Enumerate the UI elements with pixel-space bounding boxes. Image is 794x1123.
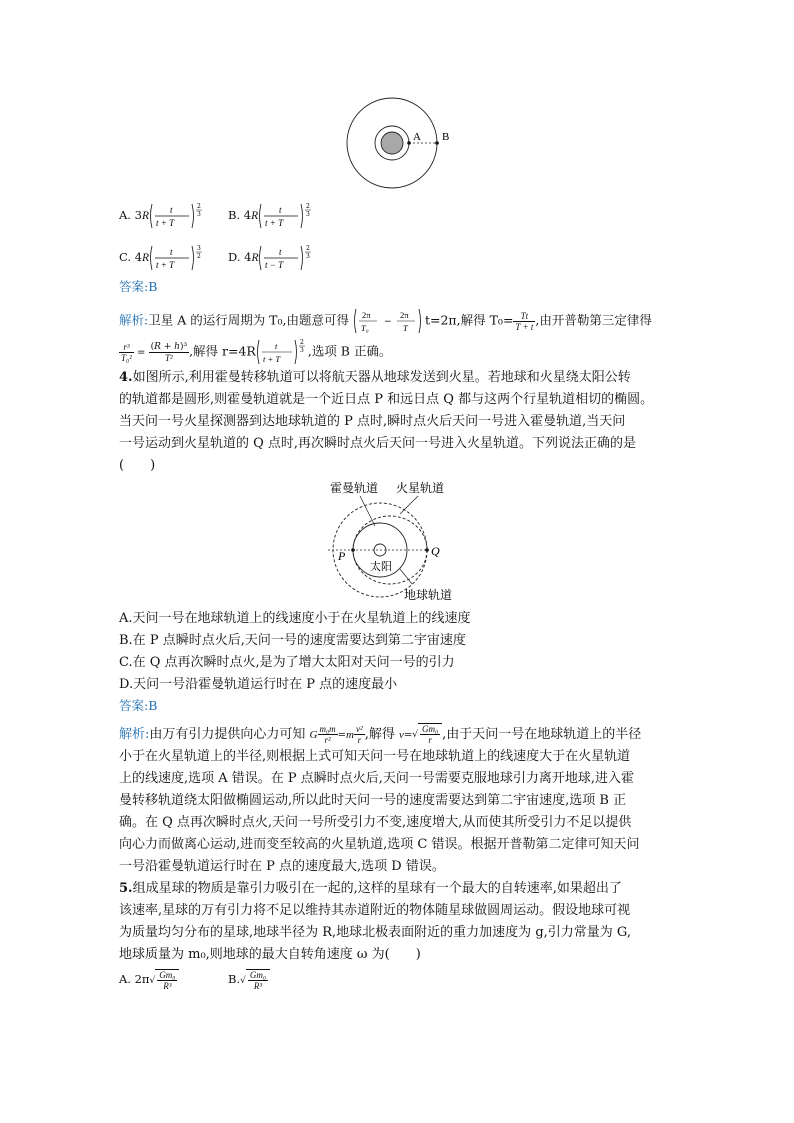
q5-option-b: B.√ $\frac{\text{Gm₀}}{\text{R³}}$ [228, 968, 270, 992]
label-q: Q [431, 544, 440, 558]
orbit-diagram-ab [340, 96, 470, 190]
analysis-text-5: ,选项 B 正确。 [307, 343, 392, 359]
satellite-a-dot [407, 141, 411, 145]
svg-text:3: 3 [197, 245, 201, 252]
svg-text:−: − [383, 317, 392, 327]
planet [381, 132, 403, 154]
analysis-text-1: 卫星 A 的运行周期为 T₀,由题意可得 [148, 312, 349, 328]
svg-text:2π: 2π [399, 310, 409, 320]
option-a: A. 3R t t + T 2 3 [119, 203, 201, 228]
q4-analysis-label: 解析: [119, 727, 150, 742]
label-a: A [413, 131, 421, 143]
q4-number: 4. [119, 370, 133, 385]
svg-text:T: T [402, 323, 408, 333]
q4-options [119, 608, 471, 696]
q4-stem [119, 367, 679, 477]
svg-text:t − T: t − T [265, 260, 284, 270]
analysis-line: 小于在火星轨道上的半径,则根据上式可知天问一号在地球轨道上的线速度大于在火星轨道 [119, 749, 631, 764]
analysis-text-4: ,解得 r=4R [189, 343, 256, 359]
label-mars-orbit: 火星轨道 [396, 481, 445, 495]
svg-text:2: 2 [197, 253, 201, 260]
analysis-text-3: ,由开普勒第三定律得 [535, 312, 652, 328]
svg-text:3: 3 [299, 347, 304, 354]
svg-text:3: 3 [306, 253, 311, 260]
analysis-line: 向心力而做离心运动,进而变至较高的火星轨道,选项 C 错误。根据开普勒第二定律可知天问 [119, 837, 640, 852]
q3-answer: 答案:B [119, 279, 158, 294]
q4-option-a: A.天问一号在地球轨道上的线速度小于在火星轨道上的线速度 [119, 611, 471, 626]
svg-text:2: 2 [299, 339, 304, 346]
label-earth-orbit: 地球轨道 [404, 588, 453, 602]
q5-line: 为质量均匀分布的星球,地球半径为 R,地球北极表面附近的重力加速度为 g,引力常量为 G, [119, 925, 631, 940]
svg-text:t: t [169, 205, 173, 215]
point-p [351, 548, 355, 552]
q5-line: 5.组成星球的物质是靠引力吸引在一起的,这样的星球有一个最大的自转速率,如果超出了 [119, 881, 622, 896]
analysis-line: 确。在 Q 点再次瞬时点火,天问一号所受引力不变,速度增大,从而使其所受引力不足以提供 [119, 815, 632, 830]
label-sun: 太阳 [370, 560, 392, 573]
q5-option-a: A. 2π√ $\frac{\text{Gm₀}}{\text{R³}}$ [119, 968, 179, 992]
q4-option-d: D.天问一号沿霍曼轨道运行时在 P 点的速度最小 [119, 677, 398, 692]
q5-line: 该速率,星球的万有引力将不足以维持其赤道附近的物体随星球做圆周运动。假设地球可视 [119, 903, 631, 918]
q4-analysis-first: 解析:由万有引力提供向心力可知 G $\frac{\text{m₀m}}{\text{r²}}$ =m $\frac{\text{v²}}{r}$ ,解得 v=√ $\frac{\text{Gm₀}}{r}$ ,由于天问一号在地球轨道上的半径 [119, 724, 642, 745]
option-c: C. 4R t t + T 3 2 [119, 245, 201, 270]
q4-line: 4.如图所示,利用霍曼转移轨道可以将航天器从地球发送到火星。若地球和火星绕太阳公转 [119, 370, 631, 385]
svg-text:t: t [279, 205, 282, 215]
analysis-label: 解析: [119, 312, 149, 328]
svg-text:t: t [279, 247, 282, 257]
q5-line: 地球质量为 m₀,则地球的最大自转角速度 ω 为( ) [119, 947, 421, 962]
q4-line: 当天问一号火星探测器到达地球轨道的 P 点时,瞬时点火后天问一号进入霍曼轨道,当天问 [119, 414, 626, 429]
svg-text:t: t [170, 247, 173, 257]
option-b: B. 4R t t + T 2 3 [228, 203, 310, 228]
q4-line: 一号运动到火星轨道的 Q 点时,再次瞬时点火后天问一号进入火星轨道。下列说法正确的是 [119, 436, 637, 451]
q3-analysis-line2: $\frac{\text{r³}}{\text{T₀²}}$ = $\frac{\text{(R + h)³}}{\text{T²}}$ ,解得 r=4R t t + T 2 3 ,选项 B 正确。 [121, 339, 392, 364]
analysis-text-2: t=2π,解得 T₀= [424, 312, 514, 328]
label-b: B [442, 131, 450, 143]
q3-analysis-line1: 解析:卫星 A 的运行周期为 T₀,由题意可得 2π T₀ − 2π T t=2π,解得 T₀= $\frac{Tt}{T + t}$ ,由开普勒第三定律得 [119, 310, 652, 333]
hohmann-diagram [300, 474, 480, 606]
svg-text:T₀: T₀ [360, 323, 369, 333]
svg-text:t + T: t + T [156, 260, 175, 270]
q5-stem [119, 878, 679, 966]
option-d: D. 4R t t − T 2 3 [228, 245, 311, 270]
svg-text:2π: 2π [361, 310, 371, 320]
point-q [425, 548, 429, 552]
label-p: P [338, 549, 346, 563]
svg-text:t: t [274, 341, 278, 351]
q4-option-b: B.在 P 点瞬时点火后,天问一号的速度需要达到第二宇宙速度 [119, 633, 466, 648]
label-hohmann: 霍曼轨道 [330, 481, 379, 495]
satellite-b-dot [435, 141, 439, 145]
q4-line: ( ) [119, 458, 156, 473]
q4-option-c: C.在 Q 点再次瞬时点火,是为了增大太阳对天问一号的引力 [119, 655, 455, 670]
svg-text:3: 3 [196, 211, 201, 218]
q4-answer: 答案:B [119, 698, 158, 713]
svg-text:2: 2 [306, 203, 310, 210]
svg-text:t + T: t + T [265, 218, 284, 228]
svg-text:2: 2 [196, 203, 201, 210]
svg-text:t + T: t + T [262, 354, 280, 364]
analysis-line: 上的线速度,选项 A 错误。在 P 点瞬时点火后,天问一号需要克服地球引力离开地球,进入霍 [119, 771, 635, 786]
svg-text:2: 2 [306, 245, 311, 252]
q5-number: 5. [119, 881, 133, 896]
analysis-line: 一号沿霍曼轨道运行时在 P 点的速度最大,选项 D 错误。 [119, 859, 445, 874]
svg-text:t + T: t + T [155, 218, 175, 228]
svg-text:3: 3 [306, 211, 310, 218]
analysis-line: 曼转移轨道绕太阳做椭圆运动,所以此时天问一号的速度需要达到第二宇宙速度,选项 B 正 [119, 793, 627, 808]
q4-line: 的轨道都是圆形,则霍曼轨道就是一个近日点 P 和远日点 Q 都与这两个行星轨道相切的椭圆。 [119, 392, 654, 407]
q4-analysis-rest [119, 746, 679, 878]
